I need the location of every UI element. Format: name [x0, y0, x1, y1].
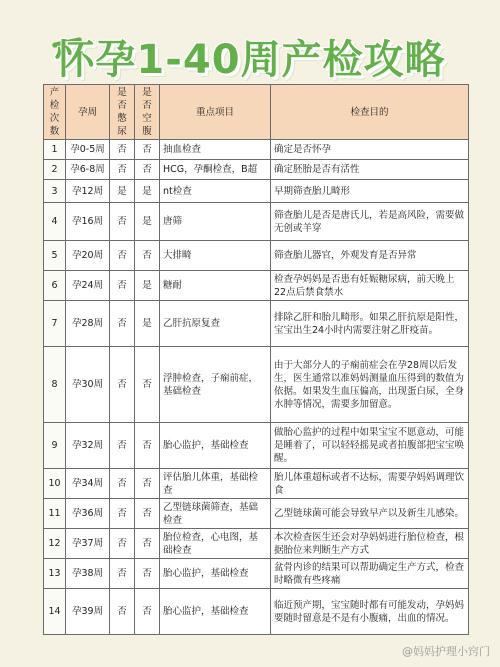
cell-count: 7 — [44, 301, 66, 347]
title-banner — [0, 0, 500, 96]
cell-hold-urine: 是 — [110, 180, 135, 203]
cell-key-items: 胎心监护，基础检查 — [160, 589, 271, 635]
cell-count: 11 — [44, 499, 66, 529]
cell-purpose: 筛查胎儿器官，外观发育是否异常 — [271, 241, 469, 271]
cell-fasting: 否 — [135, 589, 160, 635]
cell-hold-urine: 否 — [110, 203, 135, 241]
cell-week: 孕24周 — [66, 271, 110, 301]
cell-hold-urine: 否 — [110, 160, 135, 180]
cell-week: 孕30周 — [66, 347, 110, 423]
cell-hold-urine: 否 — [110, 347, 135, 423]
cell-purpose: 确定是否怀孕 — [271, 140, 469, 160]
cell-purpose: 排除乙肝和胎儿畸形。如果乙肝抗原是阳性，宝宝出生24小时内需要注射乙肝疫苗。 — [271, 301, 469, 347]
cell-purpose: 早期筛查胎儿畸形 — [271, 180, 469, 203]
cell-count: 8 — [44, 347, 66, 423]
cell-hold-urine: 否 — [110, 469, 135, 499]
cell-week: 孕0-5周 — [66, 140, 110, 160]
cell-hold-urine: 否 — [110, 140, 135, 160]
cell-count: 10 — [44, 469, 66, 499]
table-header-row — [44, 85, 469, 140]
table-row — [44, 160, 469, 180]
cell-count: 5 — [44, 241, 66, 271]
cell-count: 6 — [44, 271, 66, 301]
table-row — [44, 423, 469, 469]
cell-week: 孕34周 — [66, 469, 110, 499]
header-week: 孕周 — [66, 85, 110, 140]
cell-key-items: 评估胎儿体重，基础检查 — [160, 469, 271, 499]
cell-count: 12 — [44, 529, 66, 559]
table-row — [44, 529, 469, 559]
cell-fasting: 是 — [135, 203, 160, 241]
cell-key-items: nt检查 — [160, 180, 271, 203]
cell-hold-urine: 否 — [110, 589, 135, 635]
cell-hold-urine: 否 — [110, 559, 135, 589]
cell-fasting: 是 — [135, 271, 160, 301]
cell-fasting: 否 — [135, 499, 160, 529]
header-purpose: 检查目的 — [271, 85, 469, 140]
cell-purpose: 乙型链球菌可能会导致早产以及新生儿感染。 — [271, 499, 469, 529]
cell-week: 孕39周 — [66, 589, 110, 635]
cell-hold-urine: 否 — [110, 423, 135, 469]
cell-purpose: 盆骨内诊的结果可以帮助确定生产方式，检查时略微有些疼痛 — [271, 559, 469, 589]
cell-purpose: 本次检查医生还会对孕妈妈进行胎位检查，根据胎位来判断生产方式 — [271, 529, 469, 559]
cell-hold-urine: 否 — [110, 301, 135, 347]
cell-key-items: 大排畸 — [160, 241, 271, 271]
cell-fasting: 是 — [135, 180, 160, 203]
cell-fasting: 是 — [135, 301, 160, 347]
header-hold-urine: 是否憋尿 — [110, 85, 135, 140]
cell-week: 孕32周 — [66, 423, 110, 469]
table-row — [44, 499, 469, 529]
table-row — [44, 301, 469, 347]
cell-week: 孕16周 — [66, 203, 110, 241]
cell-purpose: 筛查胎儿是否是唐氏儿，若是高风险，需要做无创或羊穿 — [271, 203, 469, 241]
cell-fasting: 否 — [135, 140, 160, 160]
cell-purpose: 胎儿体重超标或者不达标，需要孕妈妈调理饮食 — [271, 469, 469, 499]
cell-purpose: 由于大部分人的子痫前症会在孕28周以后发生，医生通常以准妈妈测量血压得到的数值为依据。如果发生血压偏高，出现蛋白尿，全身水肿等情况，需要多加留意。 — [271, 347, 469, 423]
table-row — [44, 203, 469, 241]
page-title: 怀孕1-40周产检攻略 — [54, 37, 446, 83]
header-fasting: 是否空腹 — [135, 85, 160, 140]
cell-fasting: 否 — [135, 160, 160, 180]
cell-fasting: 否 — [135, 241, 160, 271]
header-count: 产检次数 — [44, 85, 66, 140]
cell-fasting: 否 — [135, 559, 160, 589]
cell-fasting: 否 — [135, 529, 160, 559]
cell-purpose: 检查孕妈妈是否患有妊娠糖尿病，前天晚上22点后禁食禁水 — [271, 271, 469, 301]
cell-week: 孕6-8周 — [66, 160, 110, 180]
cell-fasting: 否 — [135, 347, 160, 423]
cell-fasting: 否 — [135, 469, 160, 499]
cell-count: 13 — [44, 559, 66, 589]
cell-fasting: 否 — [135, 423, 160, 469]
cell-purpose: 临近预产期，宝宝随时都有可能发动，孕妈妈要随时留意是不是有小腹痛，出血的情况。 — [271, 589, 469, 635]
cell-count: 9 — [44, 423, 66, 469]
cell-key-items: HCG，孕酮检查，B超 — [160, 160, 271, 180]
cell-count: 2 — [44, 160, 66, 180]
cell-week: 孕28周 — [66, 301, 110, 347]
cell-key-items: 糖耐 — [160, 271, 271, 301]
table-row — [44, 559, 469, 589]
table-row — [44, 469, 469, 499]
cell-purpose: 确定胚胎是否有活性 — [271, 160, 469, 180]
table-row — [44, 589, 469, 635]
cell-count: 1 — [44, 140, 66, 160]
cell-key-items: 胎心监护，基础检查 — [160, 559, 271, 589]
table-row — [44, 180, 469, 203]
cell-purpose: 做胎心监护的过程中如果宝宝不愿意动，可能是睡着了，可以轻轻摇晃或者拍腹部把宝宝唤醒。 — [271, 423, 469, 469]
table-row — [44, 140, 469, 160]
cell-key-items: 浮肿检查，子痫前症，基础检查 — [160, 347, 271, 423]
cell-count: 14 — [44, 589, 66, 635]
cell-hold-urine: 否 — [110, 529, 135, 559]
cell-key-items: 抽血检查 — [160, 140, 271, 160]
cell-hold-urine: 否 — [110, 499, 135, 529]
cell-key-items: 唐筛 — [160, 203, 271, 241]
cell-week: 孕36周 — [66, 499, 110, 529]
cell-hold-urine: 否 — [110, 271, 135, 301]
cell-week: 孕37周 — [66, 529, 110, 559]
watermark: @妈妈护理小窍门 — [402, 645, 490, 658]
cell-key-items: 乙型链球菌筛查，基础检查 — [160, 499, 271, 529]
cell-count: 3 — [44, 180, 66, 203]
cell-hold-urine: 否 — [110, 241, 135, 271]
cell-key-items: 胎心监护，基础检查 — [160, 423, 271, 469]
cell-week: 孕12周 — [66, 180, 110, 203]
cell-key-items: 乙肝抗原复查 — [160, 301, 271, 347]
cell-week: 孕20周 — [66, 241, 110, 271]
table-row — [44, 271, 469, 301]
cell-week: 孕38周 — [66, 559, 110, 589]
table-row — [44, 241, 469, 271]
checkup-table — [43, 84, 469, 635]
cell-count: 4 — [44, 203, 66, 241]
header-key-items: 重点项目 — [160, 85, 271, 140]
cell-key-items: 胎位检查，心电图，基础检查 — [160, 529, 271, 559]
table-row — [44, 347, 469, 423]
